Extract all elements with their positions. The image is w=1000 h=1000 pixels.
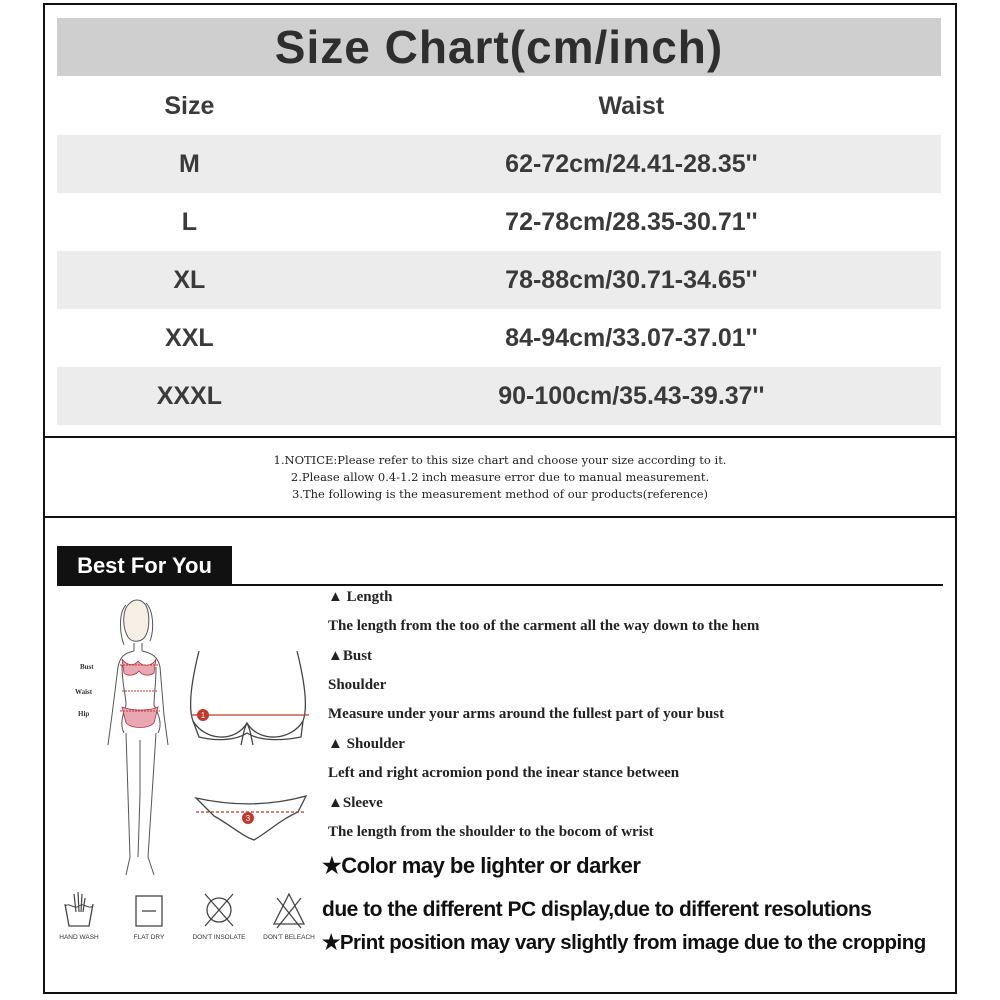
care-dont-insolate [188, 890, 250, 941]
flat-dry-label: FLAT DRY [133, 934, 165, 941]
waist-cell: 62-72cm/24.41-28.35'' [505, 149, 758, 178]
flat-dry-icon [132, 890, 166, 930]
table-row [57, 251, 941, 309]
size-cell: L [181, 207, 197, 236]
table-row [57, 309, 941, 367]
size-cell: XXXL [156, 381, 222, 410]
shoulder-heading: ▲ Shoulder [328, 736, 405, 752]
care-hand-wash [48, 890, 110, 941]
length-description: The length from the too of the carment all the way down to the hem [328, 618, 760, 634]
bra-illustration [185, 645, 315, 755]
waist-cell: 72-78cm/28.35-30.71'' [505, 207, 758, 236]
size-cell: XL [173, 265, 206, 294]
hip-label: Hip [78, 710, 90, 718]
dont-insolate-icon [201, 890, 237, 930]
notice-line-3: 3.The following is the measurement method of our products(reference) [291, 487, 709, 501]
shoulder-label: Shoulder [328, 677, 387, 693]
waist-cell: 84-94cm/33.07-37.01'' [505, 323, 758, 352]
bust-heading: ▲Bust [328, 648, 373, 664]
bust-label: Bust [80, 663, 94, 671]
table-header-row [57, 77, 941, 135]
notice-line-1: 1.NOTICE:Please refer to this size chart and choose your size according to it. [273, 453, 727, 467]
dont-bleach-label: DON'T BELEACH [263, 934, 315, 941]
sleeve-description: The length from the shoulder to the bocom of wrist [328, 824, 654, 840]
care-flat-dry [118, 890, 180, 941]
size-cell: XXL [165, 323, 214, 352]
dont-insolate-label: DON'T INSOLATE [192, 934, 246, 941]
color-note: ★Color may be lighter or darker [322, 853, 641, 878]
length-heading: ▲ Length [328, 589, 393, 605]
dont-bleach-icon [271, 890, 307, 930]
hip-marker-number: 3 [245, 814, 251, 823]
bust-marker-number: 1 [200, 711, 206, 720]
notice-text [45, 452, 955, 503]
hand-wash-label: HAND WASH [59, 934, 99, 941]
care-dont-bleach [258, 890, 320, 941]
shoulder-description: Left and right acromion pond the inear stance between [328, 765, 680, 781]
notice-line-2: 2.Please allow 0.4-1.2 inch measure error due to manual measurement. [290, 470, 710, 484]
section-divider [57, 584, 943, 586]
print-note: ★Print position may vary slightly from image due to the cropping [322, 931, 926, 954]
size-cell: M [178, 149, 200, 178]
hand-wash-icon [62, 890, 96, 930]
waist-label: Waist [75, 688, 93, 696]
table-row [57, 367, 941, 425]
header-size: Size [164, 91, 215, 120]
table-row [57, 193, 941, 251]
waist-cell: 78-88cm/30.71-34.65'' [505, 265, 758, 294]
table-row [57, 135, 941, 193]
sleeve-heading: ▲Sleeve [328, 795, 383, 811]
briefs-illustration [192, 790, 310, 845]
display-note: due to the different PC display,due to different resolutions [322, 898, 872, 921]
size-chart-title: Size Chart(cm/inch) [274, 21, 724, 73]
best-for-you-tab: Best For You [57, 546, 232, 586]
woman-figure-illustration [92, 595, 192, 880]
size-chart-title-bar [57, 18, 941, 76]
waist-cell: 90-100cm/35.43-39.37'' [498, 381, 765, 410]
bust-description: Measure under your arms around the fullest part of your bust [328, 706, 725, 722]
header-waist: Waist [598, 91, 665, 120]
